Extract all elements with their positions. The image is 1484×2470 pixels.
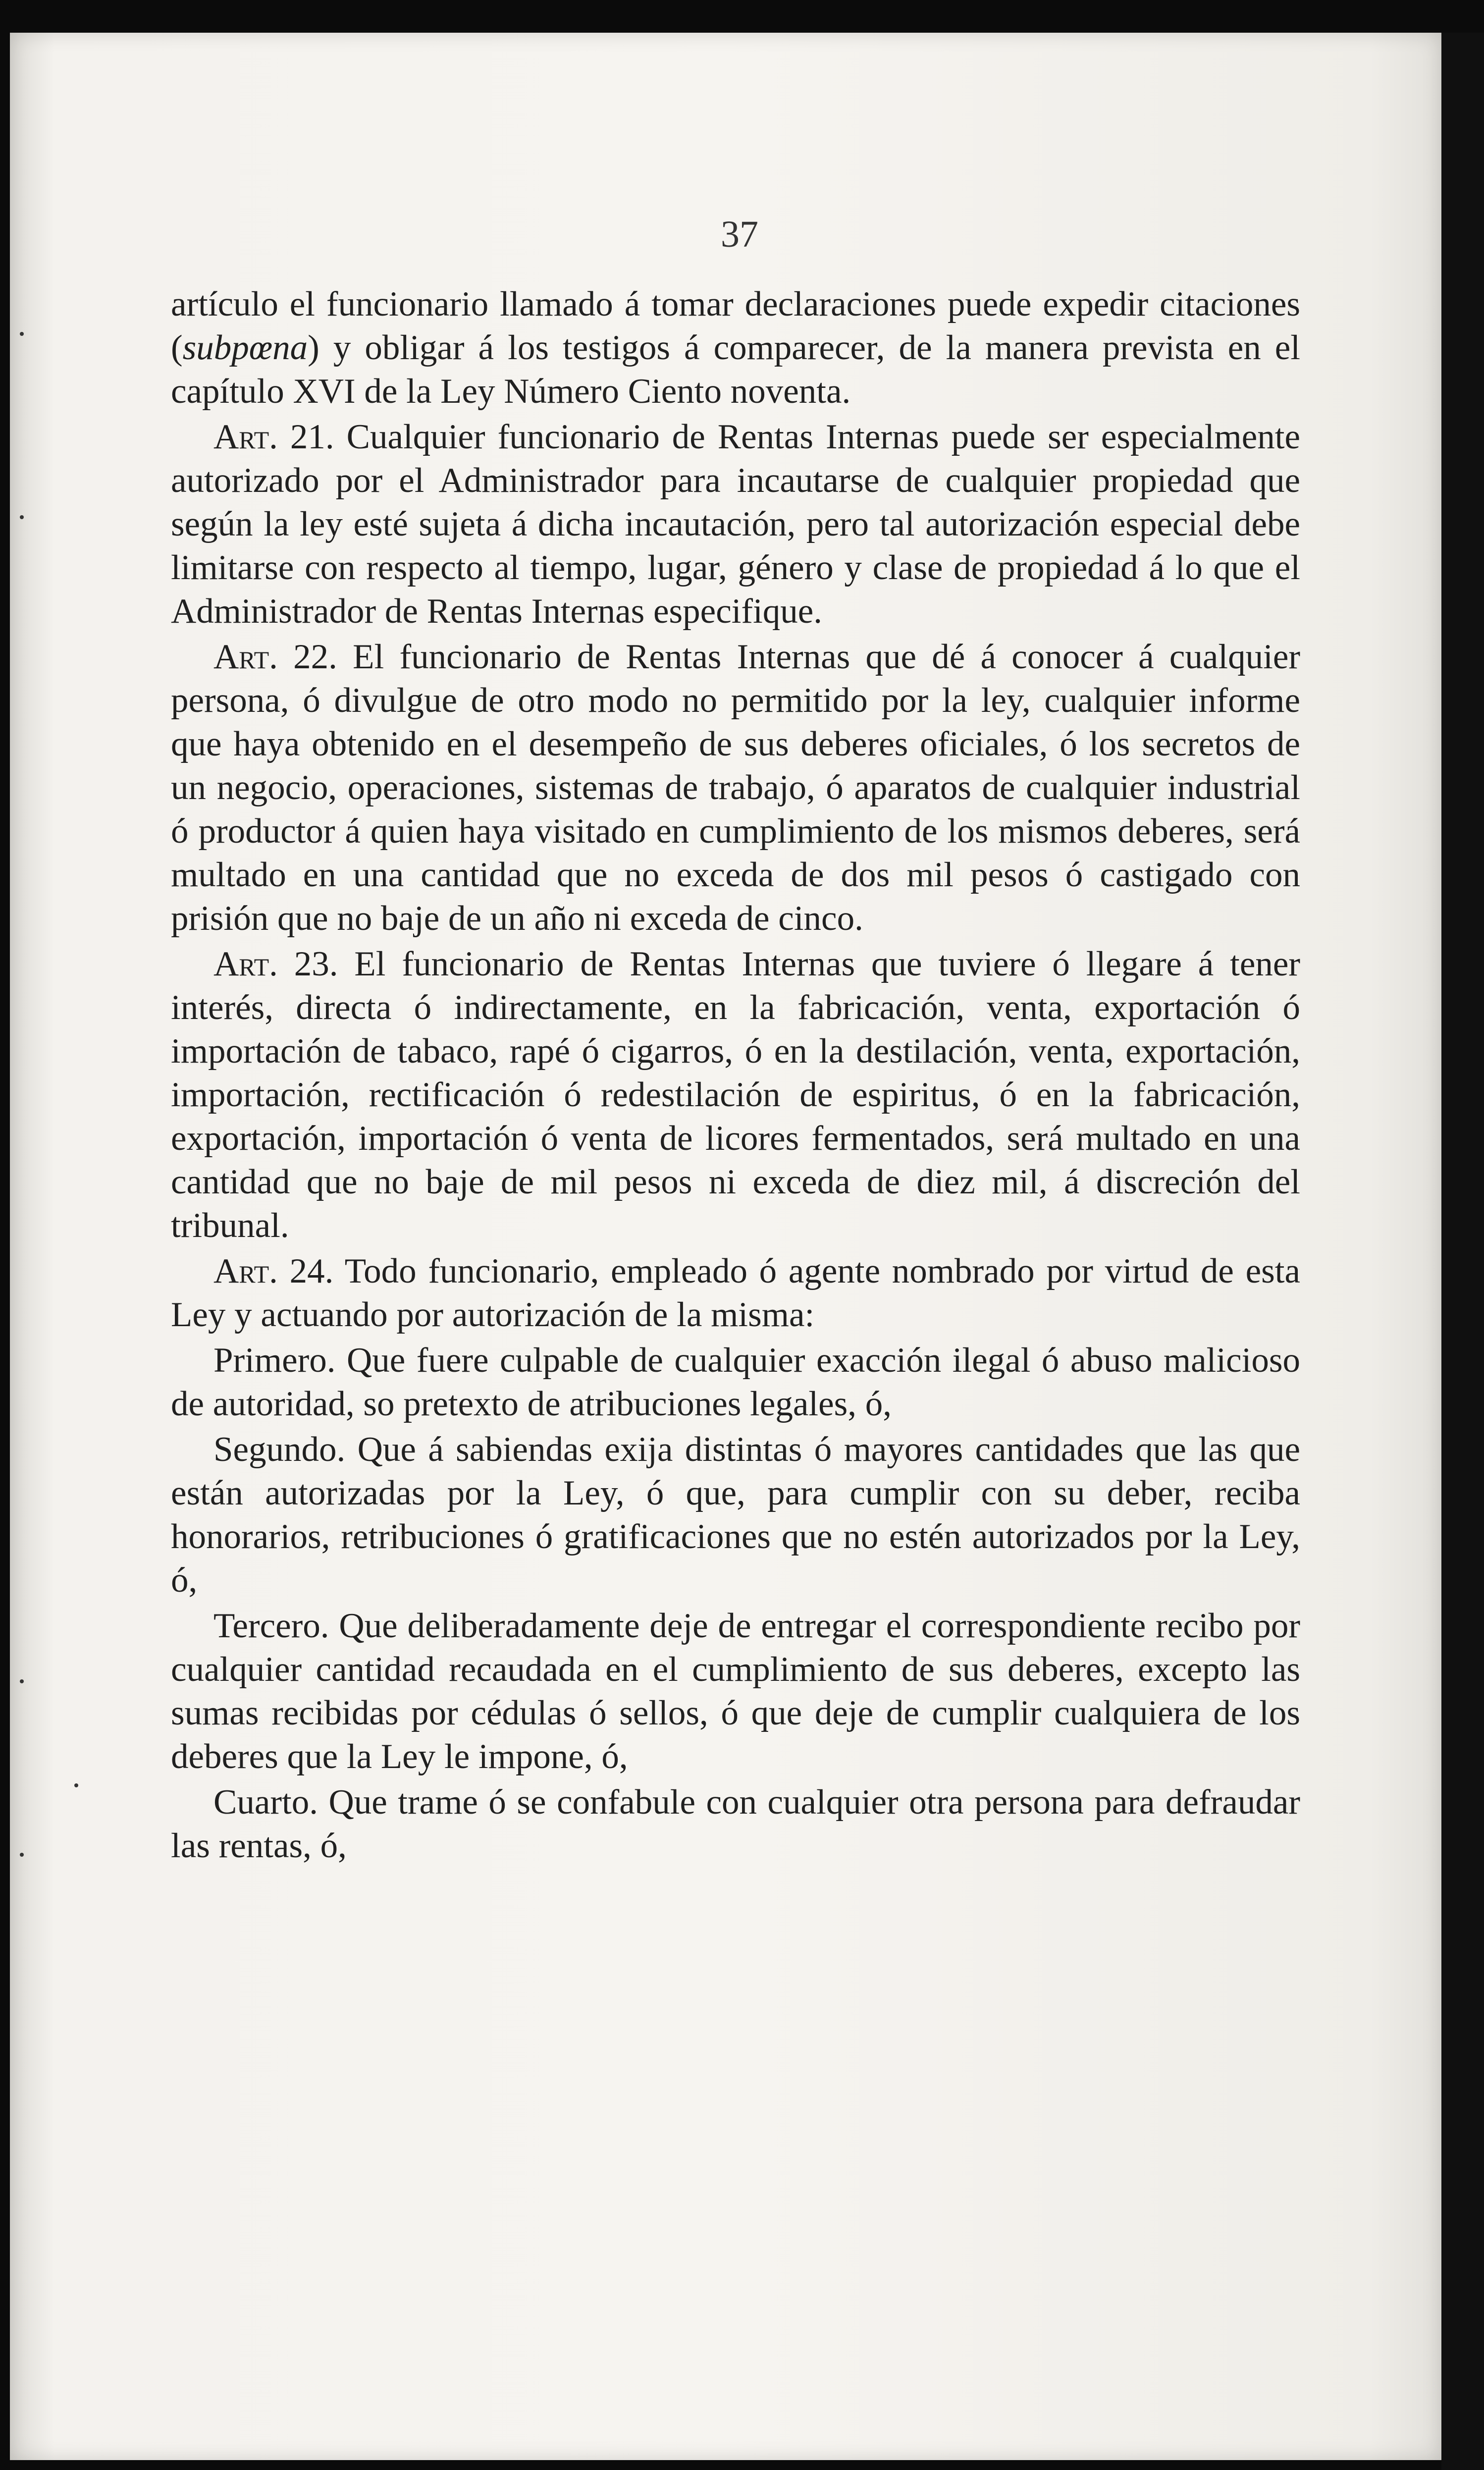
scan-border — [1441, 33, 1484, 2470]
clause-cuarto: Cuarto. Que trame ó se confabule con cualquier otra persona para defraudar las rentas, ó, — [171, 1783, 1300, 1865]
article-text: Todo funcionario, empleado ó agente nombrado por virtud de esta Ley y actuando por autorización de la misma: — [171, 1252, 1300, 1334]
margin-mark — [20, 1853, 24, 1857]
article-23 — [171, 942, 1300, 1247]
clause-segundo: Segundo. Que á sabiendas exija distintas ó mayores cantidades que las que están autorizadas por la Ley, ó que, para cumplir con su deber, reciba honorarios, retribuciones ó gratificaciones que no estén autorizados por la Ley, ó, — [171, 1430, 1300, 1600]
article-22 — [171, 635, 1300, 940]
margin-mark — [20, 1679, 24, 1683]
clause-tercero: Tercero. Que deliberadamente deje de entregar el correspondiente recibo por cualquier cantidad recaudada en el cumplimiento de sus deberes, excepto las sumas recibidas por cédulas ó sellos, ó que deje de cumplir cualquiera de los deberes que la Ley le impone, ó, — [171, 1607, 1300, 1776]
article-label: Art. 21. — [213, 418, 334, 456]
clause-primero: Primero. Que fuere culpable de cualquier exacción ilegal ó abuso malicioso de autoridad, so pretexto de atribuciones legales, ó, — [171, 1341, 1300, 1423]
article-text: El funcionario de Rentas Internas que tuviere ó llegare á tener interés, directa ó indirectamente, en la fabricación, venta, exportación ó importación de tabaco, rapé ó cigarros, ó en la destilación, venta, exportación, importación, rectificación ó redestilación de espiritus, ó en la fabricación, exportación, importación ó venta de licores fermentados, será multado en una cantidad que no baje de mil pesos ni exceda de diez mil, á discreción del tribunal. — [171, 945, 1301, 1245]
paragraph-continuation — [171, 282, 1300, 413]
article-21 — [171, 415, 1300, 633]
paragraph-text: ) y obligar á los testigos á comparecer, de la manera prevista en el capítulo XVI de la Ley Número Ciento noventa. — [171, 328, 1300, 411]
article-24 — [171, 1249, 1300, 1337]
margin-mark — [20, 332, 24, 336]
article-text: El funcionario de Rentas Internas que dé á conocer á cualquier persona, ó divulgue de otro modo no permitido por la ley, cualquier informe que haya obtenido en el desempeño de sus deberes oficiales, ó los secretos de un negocio, operaciones, sistemas de trabajo, ó aparatos de cualquier industrial ó productor á quien haya visitado en cumplimiento de los mismos deberes, será multado en una cantidad que no exceda de dos mil pesos ó castigado con prisión que no baje de un año ni exceda de cinco. — [171, 638, 1301, 938]
paragraph-text: artículo el funcionario llamado á tomar declaraciones puede expedir citaciones ( — [171, 285, 1300, 367]
margin-mark — [20, 515, 24, 519]
page-number: 37 — [721, 214, 758, 255]
article-label: Art. 24. — [213, 1252, 334, 1290]
article-label: Art. 23. — [213, 945, 338, 983]
article-text: Cualquier funcionario de Rentas Internas puede ser especialmente autorizado por el Administrador para incautarse de cualquier propiedad que según la ley esté sujeta á dicha incautación, pero tal autorización especial debe limitarse con respecto al tiempo, lugar, género y clase de propiedad á lo que el Administrador de Rentas Internas especifique. — [171, 418, 1301, 631]
latin-term: subpœna — [182, 328, 308, 367]
article-label: Art. 22. — [213, 638, 337, 676]
body-text — [171, 282, 1300, 1870]
margin-mark — [74, 1783, 78, 1787]
